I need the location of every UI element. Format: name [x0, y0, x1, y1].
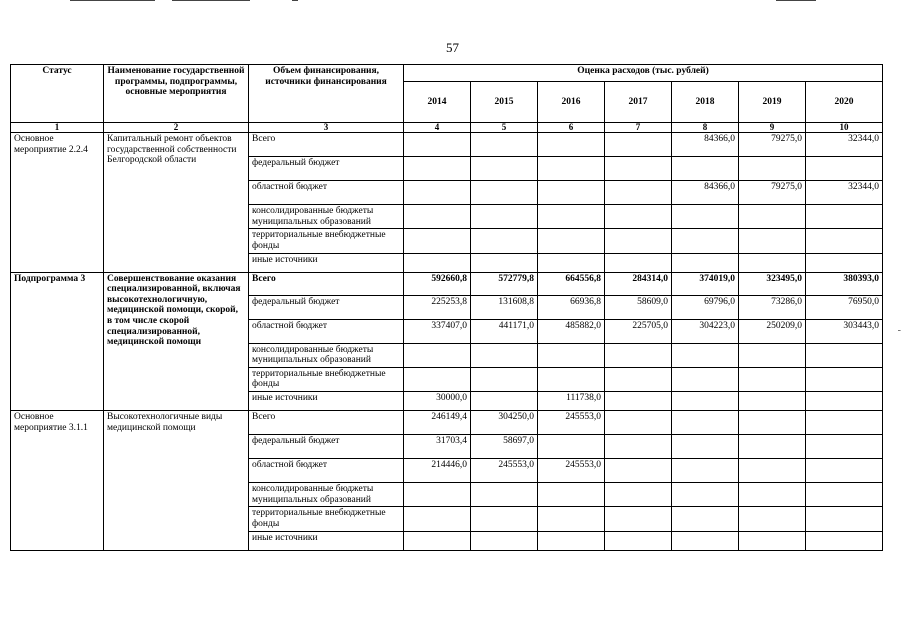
value-cell — [538, 435, 605, 459]
header-estimate: Оценка расходов (тыс. рублей) — [404, 65, 883, 82]
value-cell — [672, 411, 739, 435]
value-cell — [672, 392, 739, 411]
header-year: 2015 — [471, 82, 538, 123]
value-cell — [471, 507, 538, 531]
value-cell: 58697,0 — [471, 435, 538, 459]
value-cell: 304250,0 — [471, 411, 538, 435]
value-cell: 79275,0 — [739, 181, 806, 205]
value-cell — [806, 531, 883, 550]
value-cell — [471, 229, 538, 253]
value-cell — [739, 343, 806, 367]
value-cell — [471, 181, 538, 205]
source-other: иные источники — [249, 392, 404, 411]
value-cell — [471, 483, 538, 507]
value-cell — [739, 157, 806, 181]
column-number: 8 — [672, 123, 739, 133]
value-cell — [404, 343, 471, 367]
value-cell — [739, 253, 806, 272]
value-cell: 214446,0 — [404, 459, 471, 483]
value-cell: 225253,8 — [404, 295, 471, 319]
value-cell: 111738,0 — [538, 392, 605, 411]
value-cell — [806, 392, 883, 411]
value-cell: 32344,0 — [806, 181, 883, 205]
value-cell — [605, 392, 672, 411]
value-cell — [471, 157, 538, 181]
value-cell — [605, 459, 672, 483]
value-cell: 84366,0 — [672, 133, 739, 157]
column-number: 10 — [806, 123, 883, 133]
value-cell: 337407,0 — [404, 319, 471, 343]
edge-tick-mark: - — [897, 325, 901, 336]
value-cell — [806, 229, 883, 253]
header-funding: Объем финансирования, источники финансирования — [249, 65, 404, 123]
source-municipal: консолидированные бюджеты муниципальных образований — [249, 205, 404, 229]
value-cell: 69796,0 — [672, 295, 739, 319]
value-cell — [672, 367, 739, 391]
value-cell — [538, 343, 605, 367]
value-cell — [404, 133, 471, 157]
value-cell — [538, 229, 605, 253]
source-extra-funds: территориальные внебюджетные фонды — [249, 507, 404, 531]
value-cell — [739, 531, 806, 550]
scan-mark — [776, 0, 816, 1]
block-name: Капитальный ремонт объектов государственной собственности Белгородской области — [104, 133, 249, 273]
value-cell — [404, 483, 471, 507]
value-cell: 31703,4 — [404, 435, 471, 459]
source-federal: федеральный бюджет — [249, 295, 404, 319]
value-cell: 58609,0 — [605, 295, 672, 319]
source-regional: областной бюджет — [249, 459, 404, 483]
source-federal: федеральный бюджет — [249, 435, 404, 459]
value-cell — [672, 157, 739, 181]
block-status: Основное мероприятие 2.2.4 — [11, 133, 104, 273]
value-cell — [538, 367, 605, 391]
column-number: 2 — [104, 123, 249, 133]
column-number: 9 — [739, 123, 806, 133]
value-cell: 76950,0 — [806, 295, 883, 319]
value-cell: 245553,0 — [538, 459, 605, 483]
value-cell: 572779,8 — [471, 272, 538, 295]
value-cell — [471, 367, 538, 391]
column-number: 4 — [404, 123, 471, 133]
value-cell — [471, 205, 538, 229]
scan-mark — [172, 0, 250, 1]
value-cell — [806, 205, 883, 229]
value-cell — [672, 205, 739, 229]
source-extra-funds: территориальные внебюджетные фонды — [249, 367, 404, 391]
source-regional: областной бюджет — [249, 181, 404, 205]
value-cell: 592660,8 — [404, 272, 471, 295]
header-year: 2018 — [672, 82, 739, 123]
page-number: 57 — [446, 40, 459, 55]
budget-table — [10, 64, 883, 551]
column-number: 5 — [471, 123, 538, 133]
source-total: Всего — [249, 133, 404, 157]
value-cell: 79275,0 — [739, 133, 806, 157]
source-extra-funds: территориальные внебюджетные фонды — [249, 229, 404, 253]
value-cell — [672, 459, 739, 483]
value-cell: 225705,0 — [605, 319, 672, 343]
block-name: Высокотехнологичные виды медицинской помощи — [104, 411, 249, 551]
source-total: Всего — [249, 272, 404, 295]
scan-mark — [70, 0, 155, 1]
source-other: иные источники — [249, 531, 404, 550]
header-year: 2017 — [605, 82, 672, 123]
column-number: 3 — [249, 123, 404, 133]
source-regional: областной бюджет — [249, 319, 404, 343]
value-cell — [404, 531, 471, 550]
value-cell — [672, 229, 739, 253]
value-cell — [538, 531, 605, 550]
value-cell: 380393,0 — [806, 272, 883, 295]
value-cell — [806, 343, 883, 367]
value-cell — [739, 392, 806, 411]
source-municipal: консолидированные бюджеты муниципальных образований — [249, 343, 404, 367]
column-number: 7 — [605, 123, 672, 133]
value-cell — [538, 181, 605, 205]
value-cell: 245553,0 — [471, 459, 538, 483]
value-cell — [538, 133, 605, 157]
value-cell — [739, 229, 806, 253]
value-cell: 664556,8 — [538, 272, 605, 295]
value-cell: 30000,0 — [404, 392, 471, 411]
column-number: 1 — [11, 123, 104, 133]
value-cell — [739, 411, 806, 435]
value-cell — [404, 507, 471, 531]
value-cell — [404, 229, 471, 253]
value-cell: 374019,0 — [672, 272, 739, 295]
value-cell — [806, 459, 883, 483]
value-cell: 485882,0 — [538, 319, 605, 343]
header-name: Наименование государственной программы, подпрограммы, основные мероприятия — [104, 65, 249, 123]
value-cell — [672, 531, 739, 550]
value-cell: 304223,0 — [672, 319, 739, 343]
value-cell — [471, 133, 538, 157]
value-cell — [605, 205, 672, 229]
value-cell: 246149,4 — [404, 411, 471, 435]
value-cell: 84366,0 — [672, 181, 739, 205]
value-cell — [605, 411, 672, 435]
source-federal: федеральный бюджет — [249, 157, 404, 181]
value-cell — [739, 483, 806, 507]
value-cell — [739, 367, 806, 391]
value-cell: 284314,0 — [605, 272, 672, 295]
source-total: Всего — [249, 411, 404, 435]
value-cell — [605, 435, 672, 459]
value-cell: 245553,0 — [538, 411, 605, 435]
value-cell — [404, 181, 471, 205]
value-cell — [605, 483, 672, 507]
value-cell — [538, 205, 605, 229]
value-cell — [471, 531, 538, 550]
value-cell — [739, 435, 806, 459]
value-cell — [471, 392, 538, 411]
value-cell — [471, 253, 538, 272]
value-cell — [538, 157, 605, 181]
value-cell — [672, 483, 739, 507]
header-year: 2016 — [538, 82, 605, 123]
value-cell — [806, 435, 883, 459]
value-cell: 323495,0 — [739, 272, 806, 295]
source-municipal: консолидированные бюджеты муниципальных образований — [249, 483, 404, 507]
value-cell — [806, 157, 883, 181]
header-year: 2020 — [806, 82, 883, 123]
value-cell — [672, 253, 739, 272]
source-other: иные источники — [249, 253, 404, 272]
block-status: Основное мероприятие 3.1.1 — [11, 411, 104, 551]
header-year: 2019 — [739, 82, 806, 123]
value-cell — [605, 343, 672, 367]
value-cell — [605, 133, 672, 157]
value-cell — [605, 229, 672, 253]
value-cell — [404, 157, 471, 181]
scan-mark — [292, 0, 298, 1]
value-cell — [605, 253, 672, 272]
value-cell — [404, 205, 471, 229]
value-cell — [739, 459, 806, 483]
value-cell — [538, 253, 605, 272]
value-cell — [471, 343, 538, 367]
value-cell: 131608,8 — [471, 295, 538, 319]
value-cell — [605, 507, 672, 531]
value-cell — [806, 483, 883, 507]
value-cell — [605, 531, 672, 550]
value-cell: 441171,0 — [471, 319, 538, 343]
value-cell — [538, 483, 605, 507]
value-cell — [605, 157, 672, 181]
value-cell — [806, 507, 883, 531]
value-cell — [806, 367, 883, 391]
value-cell — [404, 367, 471, 391]
header-year: 2014 — [404, 82, 471, 123]
value-cell — [806, 253, 883, 272]
value-cell — [672, 343, 739, 367]
value-cell: 73286,0 — [739, 295, 806, 319]
value-cell — [672, 507, 739, 531]
value-cell — [739, 507, 806, 531]
value-cell: 66936,8 — [538, 295, 605, 319]
value-cell — [605, 181, 672, 205]
column-number: 6 — [538, 123, 605, 133]
value-cell — [404, 253, 471, 272]
value-cell — [538, 507, 605, 531]
value-cell — [806, 411, 883, 435]
value-cell — [605, 367, 672, 391]
value-cell — [672, 435, 739, 459]
block-name: Совершенствование оказания специализированной, включая высокотехнологичную, медицинской помощи, скорой, в том числе скорой специализированной, медицинской помощи — [104, 272, 249, 411]
header-status: Статус — [11, 65, 104, 123]
value-cell: 32344,0 — [806, 133, 883, 157]
value-cell — [739, 205, 806, 229]
block-status: Подпрограмма 3 — [11, 272, 104, 411]
value-cell: 250209,0 — [739, 319, 806, 343]
value-cell: 303443,0 — [806, 319, 883, 343]
